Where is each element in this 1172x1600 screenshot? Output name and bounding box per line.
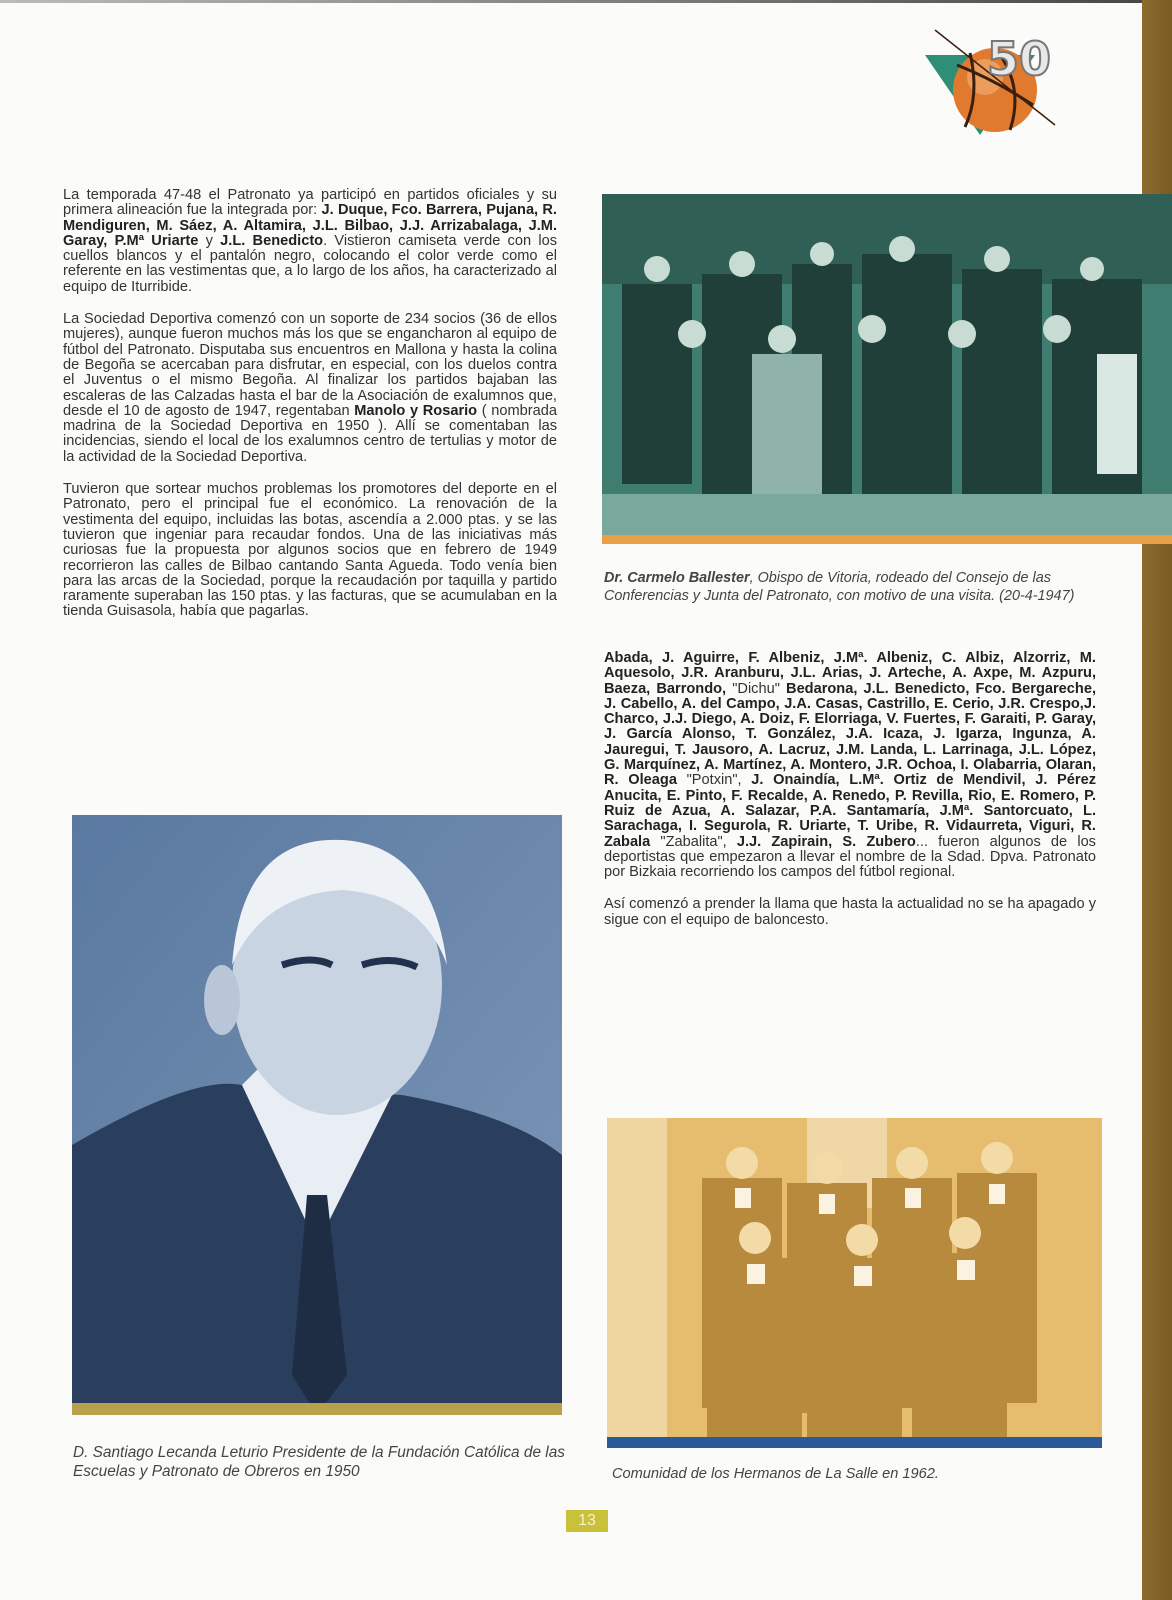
text: ... fueron algunos de los deportistas que empezaron a llevar el nombre de la Sdad. Dpva. Patronato por Bizkaia recorriendo los campos del fútbol regional.: [604, 833, 1096, 881]
portrait-photo-caption: D. Santiago Lecanda Leturio Presidente de la Fundación Católica de las Escuelas y Patronato de Obreros en 1950: [73, 1444, 565, 1480]
player-names: J. Onaindía, L.Mª. Ortiz de Mendivil, J. Pérez Anucita, E. Pinto, F. Recalde, A. Renedo, P. Revilla, Rio, E. Romero, P. Ruiz de Azua, A. Salazar, P.A. Santamaría, J.Mª. Santorcuato, L. Sarachaga, I. Segurola, R. Uriarte, T. Uribe, R. Vidaurreta, Viguri, R. Zabala: [604, 772, 1096, 850]
paragraph-closing: Así comenzó a prender la llama que hasta la actualidad no se ha apagado y sigue con el equipo de baloncesto.: [604, 896, 1096, 928]
council-photo: [602, 194, 1172, 544]
text: ( nombrada madrina de la Sociedad Deportiva en 1950 ). Allí se comentaban las incidencias, siendo el local de los exalumnos centro de tertulias y motor de la actividad de la Sociedad Deportiva.: [63, 402, 557, 465]
photo-accent-bar: [602, 535, 1172, 544]
text: La Sociedad Deportiva comenzó con un soporte de 234 socios (36 de ellos mujeres), aunque fueron muchos más los que se engancharon al equipo de fútbol del Patronato. Disputaba sus encuentros en Mallona y hasta la colina de Begoña se acercaban para disfrutar, en especial, con los duelos contra el Juventus o el mismo Begoña. Al finalizar los partidos bajaban las escaleras de las Calzadas hasta el bar de la Asociación de exalumnos que, desde el 10 de agosto de 1947, regentaban: [63, 311, 557, 419]
left-column: [63, 188, 557, 637]
anniversary-logo: [925, 15, 1085, 145]
logo-number: 50: [987, 32, 1052, 86]
caption-name: Dr. Carmelo Ballester: [604, 570, 750, 586]
paragraph-sociedad: [63, 312, 557, 465]
right-column: [604, 651, 1096, 945]
nickname: "Potxin",: [676, 772, 752, 789]
player-names: J. Duque, Fco. Barrera, Pujana, R. Mendiguren, M. Sáez, A. Altamira, J.L. Bilbao, J.J. Arrizabalaga, J.M. Garay, P.Mª Uriarte: [63, 202, 557, 249]
nickname: "Zabalita",: [650, 833, 737, 850]
player-names: J.J. Zapirain, S. Zubero: [736, 833, 916, 850]
paragraph-players-list: [604, 651, 1096, 880]
paragraph-economics: Tuvieron que sortear muchos problemas los promotores del deporte en el Patronato, pero el principal fue el económico. La renovación de la vestimenta del equipo, incluidas las botas, ascendía a 2.000 ptas. y se las tuvieron que ingeniar para recaudar fondos. Una de las iniciativas más curiosas fue la propuesta por algunos socios que en febrero de 1949 recorrieron las calles de Bilbao cantando Santa Agueda. Todo venía bien para las arcas de la Sociedad, porque la recaudación por taquilla y partido raramente superaban las 150 ptas. y las facturas, que se acumulaban en la tienda Guisasola, había que pagarlas.: [63, 481, 557, 620]
photo-accent-bar: [72, 1403, 562, 1415]
brothers-photo: [607, 1118, 1102, 1448]
page-number: 13: [566, 1510, 608, 1532]
portrait-photo: [72, 815, 562, 1415]
page-top-edge: [0, 0, 1172, 3]
group-photo-illustration: [602, 194, 1172, 544]
bar-owners: Manolo y Rosario: [354, 402, 478, 419]
player-name: J.L. Benedicto: [220, 232, 324, 249]
text: La temporada 47-48 el Patronato ya participó en partidos oficiales y su primera alineación fue la integrada por:: [63, 187, 557, 219]
player-names: Bedarona, J.L. Benedicto, Fco. Bergareche, J. Cabello, A. del Campo, J.A. Casas, Castrillo, E. Cerio, J.R. Crespo,J. Charco, J.J. Diego, A. Doiz, F. Elorriaga, V. Fuertes, F. Garaiti, P. Garay, J. García Alonso, T. González, J.A. Icaza, J. Igarza, Ingunza, A. Jauregui, T. Jausoro, A. Lacruz, J.M. Landa, L. Larrinaga, J.L. López, G. Marquínez, A. Martínez, A. Montero, J.R. Ochoa, I. Olabarria, Olaran, R. Oleaga: [604, 680, 1097, 789]
brothers-photo-caption: Comunidad de los Hermanos de La Salle en 1962.: [612, 1466, 939, 1482]
brothers-illustration: [607, 1118, 1102, 1448]
council-photo-caption: [604, 569, 1104, 605]
paragraph-first-lineup: [63, 188, 557, 295]
nickname: "Dichu": [726, 680, 787, 697]
portrait-illustration: [72, 815, 562, 1415]
text: . Vistieron camiseta verde con los cuellos blancos y el pantalón negro, colocando el color verde como el referente en las vestimentas que, a lo largo de los años, ha caracterizado al equipo de Iturribide.: [63, 232, 557, 295]
player-names: Abada, J. Aguirre, F. Albeniz, J.Mª. Albeniz, C. Albiz, Alzorriz, M. Aquesolo, J.R. Aranburu, J.L. Arias, J. Arteche, A. Axpe, M. Azpuru, Baeza, Barrondo,: [604, 650, 1096, 697]
photo-accent-bar: [607, 1437, 1102, 1448]
text: y: [198, 232, 221, 249]
caption-text: , Obispo de Vitoria, rodeado del Consejo de las Conferencias y Junta del Patronato, con motivo de una visita. (20-4-1947): [604, 570, 1075, 604]
